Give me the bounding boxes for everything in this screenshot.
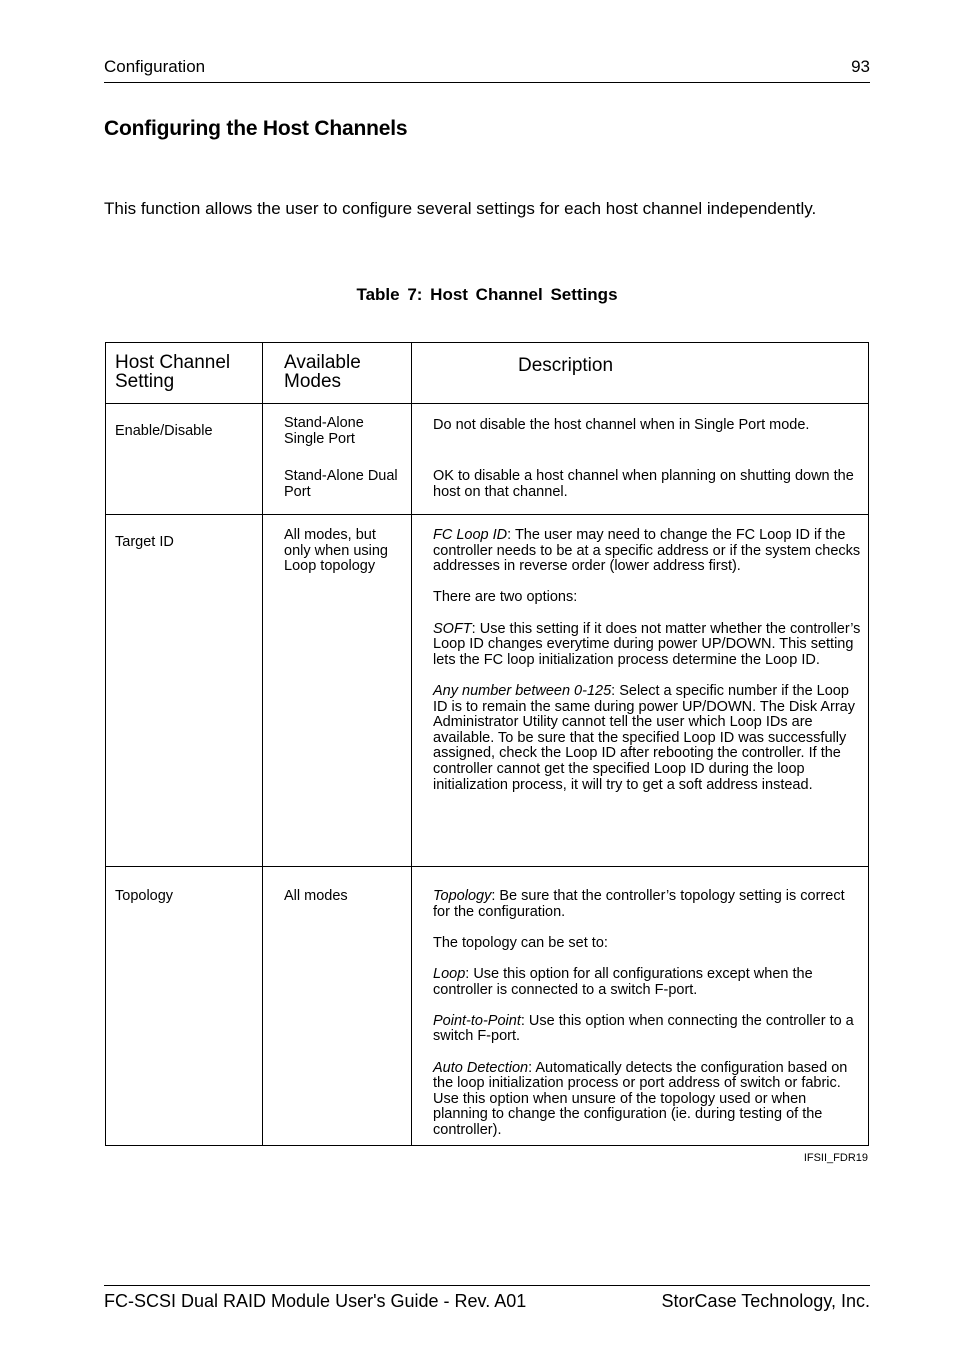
setting-target-id: Target ID xyxy=(115,534,174,550)
row-divider xyxy=(106,514,868,515)
footer-rule xyxy=(104,1285,870,1286)
row-divider xyxy=(106,403,868,404)
desc-single-port: Do not disable the host channel when in Single Port mode. xyxy=(433,417,810,433)
term-fc-loop-id: FC Loop ID xyxy=(433,527,508,543)
figure-reference: IFSII_FDR19 xyxy=(803,1152,868,1164)
page-number: 93 xyxy=(851,57,870,76)
term-any-number: Any number between 0-125 xyxy=(433,682,612,699)
column-divider xyxy=(262,343,263,1145)
intro-paragraph: This function allows the user to configure several settings for each host channel independently. xyxy=(104,199,817,218)
host-channel-settings-table xyxy=(105,342,869,1146)
footer-document-title: FC-SCSI Dual RAID Module User's Guide - Rev. A01 xyxy=(104,1291,527,1311)
column-header-setting: Host Channel Setting xyxy=(115,352,231,392)
mode-target-id: All modes, but only when using Loop topology xyxy=(284,527,388,575)
column-divider xyxy=(411,343,412,1145)
mode-topology: All modes xyxy=(284,888,348,904)
row-divider xyxy=(106,866,868,867)
term-auto-detection: Auto Detection xyxy=(433,1059,529,1076)
setting-enable-disable: Enable/Disable xyxy=(115,423,213,439)
header-rule xyxy=(104,82,870,83)
desc-topology: Topology: Be sure that the controller’s topology setting is correct for the configuration. The topology can be set to: Loop: Use this option for all configurations except when the controller is connected to a switch F-port. Point-to-Point: Use this option when connecting the controller to a switch F-port. Auto Detection: Automatically detects the configuration based on the loop initialization process or port address of switch or fabric. Use this option when unsure of the topology used or when planning to change the configuration (ie. during testing of the controller). xyxy=(433,888,854,1138)
section-title: Configuring the Host Channels xyxy=(104,117,408,140)
column-header-modes: Available Modes xyxy=(284,352,361,392)
desc-dual-port: OK to disable a host channel when planning on shutting down the host on that channel. xyxy=(433,468,854,500)
term-soft: SOFT xyxy=(433,620,472,637)
mode-stand-alone-single: Stand-Alone Single Port xyxy=(284,415,364,447)
term-topology: Topology xyxy=(433,888,492,904)
term-loop: Loop xyxy=(433,965,466,982)
table-caption: Table 7: Host Channel Settings xyxy=(356,285,618,304)
mode-stand-alone-dual: Stand-Alone Dual Port xyxy=(284,468,398,500)
running-header-section: Configuration xyxy=(104,57,206,76)
setting-topology: Topology xyxy=(115,888,174,904)
desc-target-id: FC Loop ID: The user may need to change the FC Loop ID if the controller needs to be at a specific address or if the system checks addresses in reverse order (lower address first). There are two options: SOFT: Use this setting if it does not matter whether the controller’s Loop ID changes everytime during power UP/DOWN. This setting lets the FC loop initialization process determine the Loop ID. Any number between 0-125: Select a specific number if the Loop ID is to remain the same during power UP/DOWN. The Disk Array Administrator Utility cannot tell the user which Loop IDs are available. To be sure that the specified Loop ID was successfully assigned, check the Loop ID after rebooting the controller. If the controller cannot get the specified Loop ID during the loop initialization process, it will try to get a soft address instead. xyxy=(433,527,861,793)
column-header-description: Description xyxy=(518,355,614,376)
footer-company: StorCase Technology, Inc. xyxy=(661,1291,870,1311)
term-point-to-point: Point-to-Point xyxy=(433,1012,521,1029)
